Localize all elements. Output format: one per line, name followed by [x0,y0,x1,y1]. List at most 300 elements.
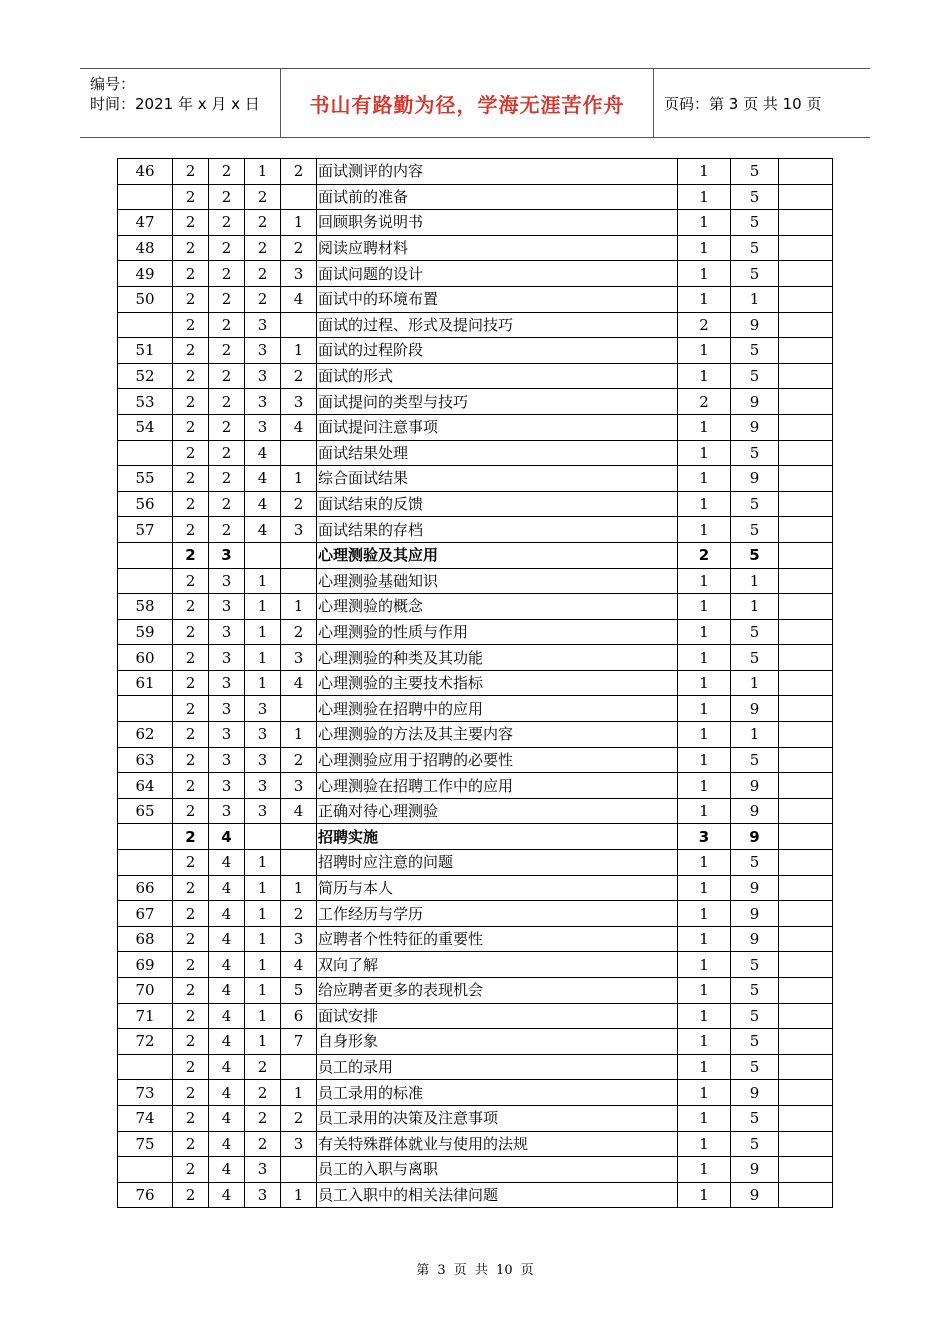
level4-cell: 1 [281,722,317,748]
level3-cell: 1 [245,875,281,901]
item-number-cell: 66 [118,875,173,901]
blank-cell [779,798,833,824]
level2-cell: 3 [209,773,245,799]
level4-cell [281,1157,317,1183]
weight-b-cell: 9 [731,466,779,492]
table-row [118,1080,833,1106]
blank-cell [779,1054,833,1080]
level1-cell: 2 [173,926,209,952]
weight-b-cell: 5 [731,1029,779,1055]
level1-cell: 2 [173,491,209,517]
blank-cell [779,184,833,210]
level1-cell: 2 [173,440,209,466]
level3-cell: 2 [245,1054,281,1080]
item-number-cell: 62 [118,722,173,748]
item-number-cell: 59 [118,619,173,645]
level2-cell: 4 [209,1131,245,1157]
table-row [118,670,833,696]
level2-cell: 3 [209,747,245,773]
level2-cell: 3 [209,645,245,671]
level2-cell: 4 [209,1054,245,1080]
blank-cell [779,414,833,440]
weight-b-cell: 1 [731,594,779,620]
table-row [118,594,833,620]
blank-cell [779,491,833,517]
level1-cell: 2 [173,773,209,799]
level2-cell: 4 [209,850,245,876]
table-row [118,363,833,389]
weight-b-cell: 5 [731,363,779,389]
weight-b-cell: 5 [731,235,779,261]
level1-cell: 2 [173,466,209,492]
level3-cell: 3 [245,747,281,773]
title-cell: 面试结果处理 [317,440,678,466]
level3-cell: 1 [245,594,281,620]
weight-a-cell: 1 [678,747,731,773]
item-number-cell: 64 [118,773,173,799]
level2-cell: 2 [209,338,245,364]
header-motto-cell [281,69,654,137]
blank-cell [779,261,833,287]
level3-cell: 3 [245,773,281,799]
weight-a-cell: 1 [678,414,731,440]
level4-cell: 5 [281,978,317,1004]
level1-cell: 2 [173,338,209,364]
level1-cell: 2 [173,235,209,261]
level4-cell: 4 [281,952,317,978]
weight-a-cell: 2 [678,312,731,338]
item-number-cell: 55 [118,466,173,492]
level1-cell: 2 [173,850,209,876]
header-motto: 书山有路勤为径，学海无涯苦作舟 [309,92,625,117]
level2-cell: 4 [209,1080,245,1106]
table-row [118,1157,833,1183]
table-row [118,235,833,261]
level1-cell: 2 [173,1003,209,1029]
level3-cell: 1 [245,1029,281,1055]
blank-cell [779,747,833,773]
level2-cell: 3 [209,594,245,620]
weight-b-cell: 9 [731,901,779,927]
item-number-cell [118,568,173,594]
level4-cell: 4 [281,286,317,312]
level2-cell: 4 [209,952,245,978]
weight-a-cell: 1 [678,210,731,236]
level1-cell: 2 [173,389,209,415]
level3-cell: 2 [245,210,281,236]
level3-cell: 3 [245,414,281,440]
table-row [118,261,833,287]
level2-cell: 3 [209,542,245,568]
level1-cell: 2 [173,952,209,978]
title-cell: 招聘实施 [317,824,678,850]
weight-a-cell: 1 [678,159,731,185]
level2-cell: 3 [209,696,245,722]
weight-a-cell: 1 [678,722,731,748]
level1-cell: 2 [173,184,209,210]
level4-cell: 3 [281,773,317,799]
weight-b-cell: 9 [731,312,779,338]
level4-cell [281,696,317,722]
level4-cell: 1 [281,1080,317,1106]
title-cell: 综合面试结果 [317,466,678,492]
level3-cell: 4 [245,466,281,492]
level1-cell: 2 [173,568,209,594]
level2-cell: 2 [209,312,245,338]
title-cell: 心理测验应用于招聘的必要性 [317,747,678,773]
level4-cell: 2 [281,901,317,927]
item-number-cell [118,1054,173,1080]
level3-cell: 3 [245,1157,281,1183]
blank-cell [779,1080,833,1106]
level4-cell [281,568,317,594]
title-cell: 心理测验的种类及其功能 [317,645,678,671]
level1-cell: 2 [173,261,209,287]
level3-cell: 2 [245,1105,281,1131]
weight-b-cell: 5 [731,645,779,671]
level3-cell [245,542,281,568]
item-number-cell [118,440,173,466]
level1-cell: 2 [173,696,209,722]
level3-cell: 1 [245,901,281,927]
level1-cell: 2 [173,747,209,773]
level3-cell: 3 [245,363,281,389]
level4-cell: 4 [281,414,317,440]
table-row [118,517,833,543]
level2-cell: 4 [209,978,245,1004]
weight-b-cell: 5 [731,1054,779,1080]
level4-cell: 2 [281,619,317,645]
weight-a-cell: 1 [678,1182,731,1208]
level2-cell: 2 [209,235,245,261]
title-cell: 面试提问的类型与技巧 [317,389,678,415]
blank-cell [779,722,833,748]
table-row [118,952,833,978]
weight-b-cell: 9 [731,1182,779,1208]
level3-cell: 1 [245,926,281,952]
level4-cell [281,440,317,466]
level3-cell: 1 [245,619,281,645]
level2-cell: 4 [209,1105,245,1131]
level4-cell [281,850,317,876]
weight-a-cell: 1 [678,619,731,645]
blank-cell [779,312,833,338]
item-number-cell: 69 [118,952,173,978]
item-number-cell: 70 [118,978,173,1004]
item-number-cell: 75 [118,1131,173,1157]
item-number-cell [118,184,173,210]
weight-a-cell: 1 [678,466,731,492]
weight-a-cell: 1 [678,645,731,671]
item-number-cell: 72 [118,1029,173,1055]
weight-a-cell: 1 [678,363,731,389]
level2-cell: 3 [209,798,245,824]
level3-cell: 3 [245,338,281,364]
title-cell: 有关特殊群体就业与使用的法规 [317,1131,678,1157]
item-number-cell: 67 [118,901,173,927]
level3-cell: 3 [245,389,281,415]
title-cell: 面试的形式 [317,363,678,389]
blank-cell [779,159,833,185]
title-cell: 面试中的环境布置 [317,286,678,312]
blank-cell [779,568,833,594]
item-number-cell: 61 [118,670,173,696]
weight-b-cell: 5 [731,440,779,466]
level2-cell: 4 [209,1182,245,1208]
item-number-cell: 63 [118,747,173,773]
blank-cell [779,645,833,671]
level3-cell: 4 [245,491,281,517]
title-cell: 招聘时应注意的问题 [317,850,678,876]
level4-cell: 2 [281,1105,317,1131]
header-page-cell [654,69,870,137]
title-cell: 工作经历与学历 [317,901,678,927]
level3-cell: 3 [245,312,281,338]
level3-cell [245,824,281,850]
title-cell: 心理测验在招聘中的应用 [317,696,678,722]
level2-cell: 2 [209,466,245,492]
blank-cell [779,210,833,236]
level4-cell: 2 [281,159,317,185]
weight-a-cell: 1 [678,952,731,978]
weight-a-cell: 2 [678,389,731,415]
level4-cell: 1 [281,466,317,492]
level3-cell: 3 [245,798,281,824]
weight-b-cell: 5 [731,542,779,568]
weight-a-cell: 1 [678,1105,731,1131]
title-cell: 给应聘者更多的表现机会 [317,978,678,1004]
blank-cell [779,696,833,722]
table-row [118,1029,833,1055]
level2-cell: 4 [209,1003,245,1029]
table-row [118,901,833,927]
weight-a-cell: 1 [678,1029,731,1055]
title-cell: 员工的入职与离职 [317,1157,678,1183]
level4-cell: 2 [281,363,317,389]
weight-a-cell: 1 [678,773,731,799]
item-number-cell: 53 [118,389,173,415]
title-cell: 双向了解 [317,952,678,978]
level1-cell: 2 [173,722,209,748]
weight-a-cell: 1 [678,978,731,1004]
weight-b-cell: 5 [731,210,779,236]
weight-a-cell: 1 [678,901,731,927]
weight-b-cell: 5 [731,184,779,210]
level2-cell: 2 [209,491,245,517]
title-cell: 面试安排 [317,1003,678,1029]
level1-cell: 2 [173,1054,209,1080]
weight-a-cell: 1 [678,568,731,594]
syllabus-table [117,158,833,1208]
level3-cell: 1 [245,978,281,1004]
level3-cell: 2 [245,286,281,312]
weight-a-cell: 1 [678,491,731,517]
blank-cell [779,594,833,620]
weight-a-cell: 1 [678,798,731,824]
item-number-cell: 60 [118,645,173,671]
blank-cell [779,286,833,312]
weight-b-cell: 5 [731,850,779,876]
blank-cell [779,542,833,568]
level3-cell: 2 [245,1131,281,1157]
blank-cell [779,901,833,927]
level1-cell: 2 [173,312,209,338]
level1-cell: 2 [173,414,209,440]
weight-a-cell: 1 [678,517,731,543]
table-row [118,1131,833,1157]
level3-cell: 2 [245,184,281,210]
weight-b-cell: 9 [731,389,779,415]
weight-b-cell: 9 [731,773,779,799]
title-cell: 心理测验基础知识 [317,568,678,594]
weight-b-cell: 9 [731,1080,779,1106]
weight-a-cell: 1 [678,235,731,261]
level1-cell: 2 [173,286,209,312]
title-cell: 回顾职务说明书 [317,210,678,236]
level3-cell: 3 [245,1182,281,1208]
table-row [118,286,833,312]
weight-b-cell: 9 [731,926,779,952]
blank-cell [779,1131,833,1157]
level1-cell: 2 [173,901,209,927]
table-row [118,338,833,364]
level4-cell [281,312,317,338]
title-cell: 面试测评的内容 [317,159,678,185]
blank-cell [779,235,833,261]
title-cell: 心理测验及其应用 [317,542,678,568]
item-number-cell: 76 [118,1182,173,1208]
level3-cell: 2 [245,1080,281,1106]
table-row [118,798,833,824]
blank-cell [779,1003,833,1029]
level3-cell: 1 [245,952,281,978]
blank-cell [779,466,833,492]
level4-cell: 1 [281,875,317,901]
level4-cell: 2 [281,491,317,517]
title-cell: 自身形象 [317,1029,678,1055]
level4-cell: 2 [281,235,317,261]
level2-cell: 2 [209,261,245,287]
time-label: 时间：2021 年 x 月 x 日 [90,95,260,113]
level4-cell: 3 [281,261,317,287]
weight-a-cell: 1 [678,1054,731,1080]
blank-cell [779,1157,833,1183]
weight-a-cell: 1 [678,1157,731,1183]
weight-a-cell: 1 [678,696,731,722]
level1-cell: 2 [173,670,209,696]
table-row [118,696,833,722]
level1-cell: 2 [173,978,209,1004]
blank-cell [779,952,833,978]
weight-b-cell: 5 [731,619,779,645]
title-cell: 面试的过程、形式及提问技巧 [317,312,678,338]
weight-a-cell: 1 [678,850,731,876]
weight-a-cell: 1 [678,1003,731,1029]
weight-b-cell: 5 [731,517,779,543]
title-cell: 员工的录用 [317,1054,678,1080]
blank-cell [779,875,833,901]
level4-cell: 3 [281,1131,317,1157]
level2-cell: 4 [209,1157,245,1183]
level1-cell: 2 [173,824,209,850]
level4-cell: 3 [281,926,317,952]
item-number-cell [118,312,173,338]
table-row [118,210,833,236]
item-number-cell [118,542,173,568]
serial-label: 编号： [90,75,136,93]
item-number-cell: 57 [118,517,173,543]
weight-a-cell: 1 [678,1131,731,1157]
table-row [118,159,833,185]
blank-cell [779,670,833,696]
table-row [118,312,833,338]
title-cell: 心理测验的方法及其主要内容 [317,722,678,748]
table-row [118,619,833,645]
level1-cell: 2 [173,517,209,543]
level4-cell: 1 [281,210,317,236]
table-row [118,1054,833,1080]
item-number-cell: 49 [118,261,173,287]
weight-a-cell: 1 [678,594,731,620]
level4-cell: 6 [281,1003,317,1029]
level2-cell: 2 [209,363,245,389]
level1-cell: 2 [173,1131,209,1157]
weight-b-cell: 9 [731,824,779,850]
item-number-cell: 52 [118,363,173,389]
table-row [118,978,833,1004]
level2-cell: 4 [209,1029,245,1055]
level1-cell: 2 [173,645,209,671]
blank-cell [779,926,833,952]
table-row [118,645,833,671]
level3-cell: 1 [245,568,281,594]
weight-b-cell: 5 [731,1131,779,1157]
level4-cell: 7 [281,1029,317,1055]
table-row [118,926,833,952]
level2-cell: 2 [209,184,245,210]
level4-cell: 4 [281,670,317,696]
level1-cell: 2 [173,1080,209,1106]
level3-cell: 4 [245,440,281,466]
weight-b-cell: 9 [731,1157,779,1183]
level3-cell: 1 [245,1003,281,1029]
level1-cell: 2 [173,363,209,389]
title-cell: 正确对待心理测验 [317,798,678,824]
item-number-cell: 46 [118,159,173,185]
level2-cell: 4 [209,926,245,952]
title-cell: 阅读应聘材料 [317,235,678,261]
blank-cell [779,1182,833,1208]
weight-a-cell: 1 [678,286,731,312]
weight-b-cell: 9 [731,696,779,722]
level1-cell: 2 [173,1182,209,1208]
section-row [118,542,833,568]
blank-cell [779,338,833,364]
level2-cell: 2 [209,210,245,236]
table-row [118,722,833,748]
item-number-cell: 68 [118,926,173,952]
blank-cell [779,1105,833,1131]
table-row [118,1182,833,1208]
weight-a-cell: 1 [678,184,731,210]
weight-b-cell: 5 [731,261,779,287]
weight-a-cell: 2 [678,542,731,568]
table-row [118,466,833,492]
level4-cell: 2 [281,747,317,773]
level3-cell: 3 [245,722,281,748]
level4-cell [281,184,317,210]
level2-cell: 4 [209,824,245,850]
